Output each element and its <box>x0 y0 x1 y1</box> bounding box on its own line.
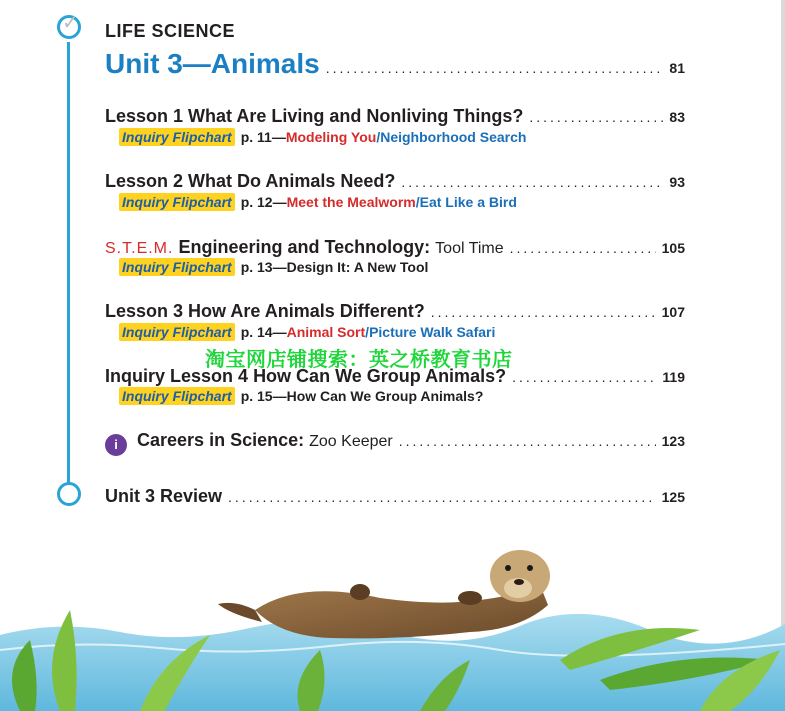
entry-prefix: Lesson 1 <box>105 106 184 126</box>
otter-tail <box>218 603 262 622</box>
careers-icon: i <box>105 434 127 456</box>
entry-title <box>105 171 395 192</box>
page-number: 83 <box>669 109 685 125</box>
activity-link[interactable]: Neighborhood Search <box>380 129 527 145</box>
watermark-text: 淘宝网店铺搜索：英之桥教育书店 <box>205 349 513 371</box>
entry-title: Unit 3 Review <box>105 486 223 506</box>
entry-title-text: How Are Animals Different? <box>188 301 425 321</box>
flipchart-row <box>119 387 483 405</box>
otter-eye <box>505 565 511 571</box>
toc-entry-unit-review[interactable] <box>105 486 685 507</box>
page-number: 107 <box>661 304 685 320</box>
entry-title-text: Careers in Science: <box>137 430 305 450</box>
dot-leader <box>228 489 656 505</box>
timeline-end-node <box>57 482 81 506</box>
separator: / <box>365 324 370 340</box>
flipchart-badge: Inquiry Flipchart <box>119 258 235 276</box>
flipchart-badge: Inquiry Flipchart <box>119 323 235 341</box>
entry-title <box>105 430 393 453</box>
separator: / <box>415 194 420 210</box>
activity-link[interactable]: Modeling You <box>285 129 377 145</box>
flipchart-ref: p. 11— <box>240 129 286 145</box>
otter-paw <box>458 591 482 605</box>
flipchart-badge: Inquiry Flipchart <box>119 128 235 146</box>
toc-entry-inquiry-lesson-4[interactable] <box>105 366 685 387</box>
unit-title-row[interactable] <box>105 48 685 80</box>
flipchart-row <box>119 193 517 211</box>
flipchart-row <box>119 128 526 146</box>
toc-entry-careers[interactable] <box>105 430 685 453</box>
entry-subtitle: Zoo Keeper <box>309 433 393 450</box>
entry-title-text: How Can We Group Animals? <box>253 366 507 386</box>
flipchart-row <box>119 323 495 341</box>
flipchart-ref: p. 13—Design It: A New Tool <box>240 259 429 275</box>
activity-link[interactable]: Eat Like a Bird <box>419 194 517 210</box>
toc-entry-lesson-1[interactable] <box>105 106 685 127</box>
activity-link[interactable]: Meet the Mealworm <box>286 194 416 210</box>
dot-leader <box>431 304 656 320</box>
timeline-line <box>67 42 70 492</box>
flipchart-badge: Inquiry Flipchart <box>119 193 235 211</box>
page-number: 93 <box>669 174 685 190</box>
flipchart-ref: p. 14— <box>240 324 287 340</box>
toc-entry-stem[interactable] <box>105 237 685 258</box>
otter-eye <box>527 565 533 571</box>
otter-paw <box>350 584 370 600</box>
flipchart-badge: Inquiry Flipchart <box>119 387 235 405</box>
dot-leader <box>401 174 663 190</box>
toc-entry-lesson-2[interactable] <box>105 171 685 192</box>
entry-title <box>105 106 523 127</box>
section-label: LIFE SCIENCE <box>105 21 236 41</box>
entry-title <box>105 237 504 258</box>
flipchart-ref: p. 12— <box>240 194 287 210</box>
entry-title-text: Engineering and Technology: <box>178 237 431 257</box>
dot-leader <box>512 369 656 385</box>
timeline-start-node <box>57 10 81 39</box>
entry-title-text: What Do Animals Need? <box>188 171 396 191</box>
entry-title <box>105 301 425 322</box>
toc-entry-lesson-3[interactable] <box>105 301 685 322</box>
entry-title-text: What Are Living and Nonliving Things? <box>188 106 524 126</box>
stem-label: S.T.E.M. <box>105 240 174 257</box>
kelp-leaf <box>52 610 77 711</box>
entry-prefix: Lesson 3 <box>105 301 184 321</box>
checkmark-icon: ✓ <box>62 10 79 34</box>
page-number: 125 <box>661 489 685 505</box>
unit-title: Unit 3—Animals <box>105 48 320 79</box>
flipchart-row <box>119 258 428 276</box>
entry-subtitle: Tool Time <box>435 240 504 257</box>
page-number: 81 <box>669 60 685 76</box>
entry-prefix: Inquiry Lesson 4 <box>105 366 249 386</box>
activity-link[interactable]: Picture Walk Safari <box>369 324 496 340</box>
page-number: 119 <box>662 369 685 385</box>
otter-nose <box>514 579 524 585</box>
dot-leader <box>326 60 664 76</box>
sea-otter-illustration <box>0 540 785 711</box>
flipchart-ref: p. 15—How Can We Group Animals? <box>240 388 484 404</box>
dot-leader <box>510 240 656 256</box>
dot-leader <box>529 109 663 125</box>
page-number: 123 <box>661 433 685 449</box>
entry-title <box>105 366 506 387</box>
separator: / <box>376 129 381 145</box>
page-number: 105 <box>661 240 685 256</box>
activity-link[interactable]: Animal Sort <box>286 324 366 340</box>
dot-leader <box>399 433 656 449</box>
entry-prefix: Lesson 2 <box>105 171 184 191</box>
